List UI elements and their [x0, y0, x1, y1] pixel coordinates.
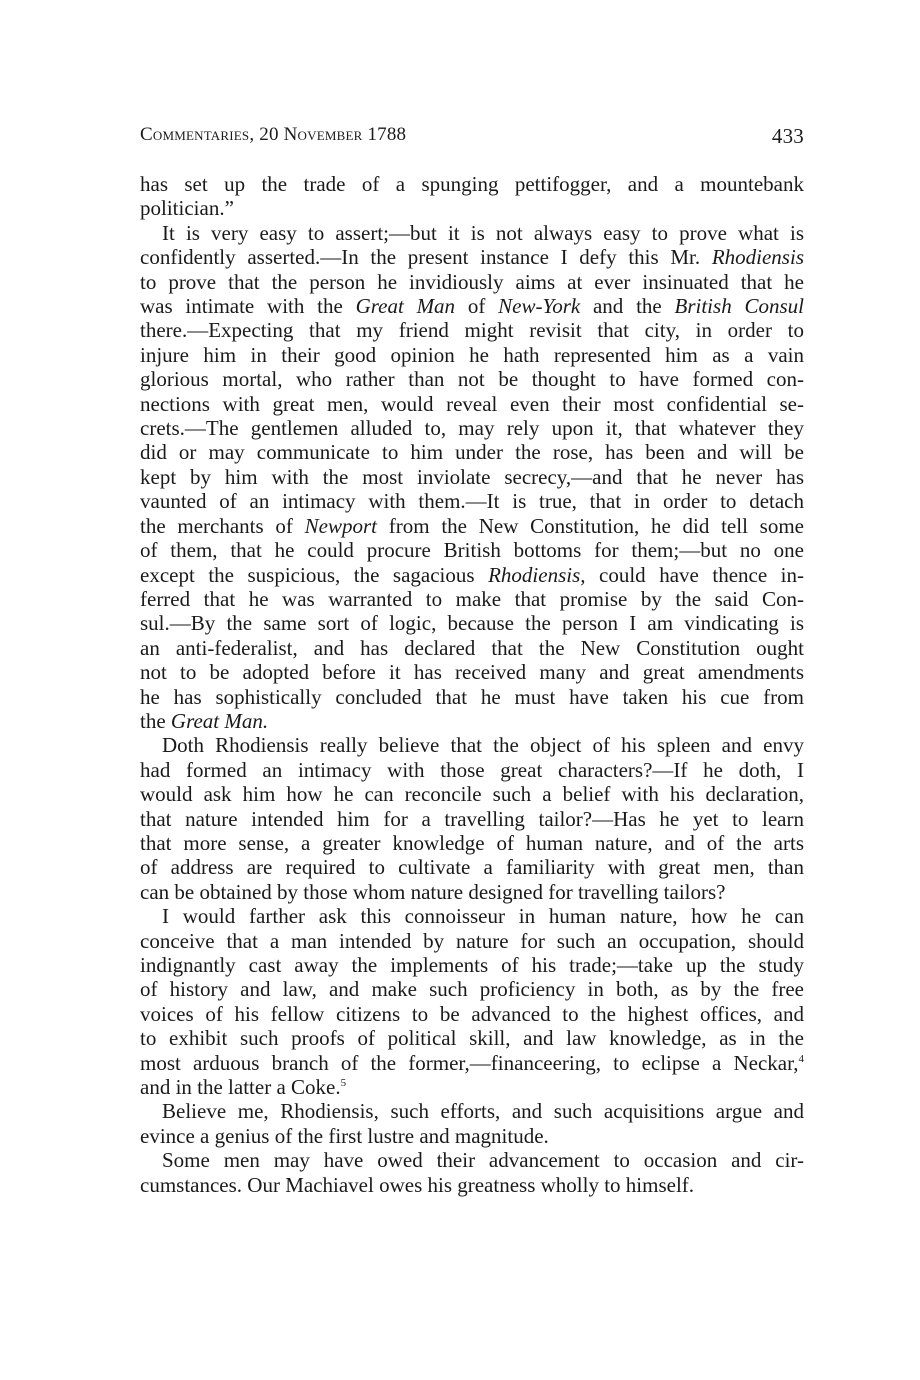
paragraph-1: [140, 172, 804, 221]
text-run: and in the latter a Coke.: [140, 1075, 341, 1100]
text-line: It is very easy to assert;—but it is not always easy to prove what is: [162, 220, 804, 245]
text-run: the merchants of: [140, 513, 305, 538]
text-line: an anti-federalist, and has declared that the New Constitution ought: [140, 635, 804, 660]
text-line: conceive that a man intended by nature for such an occupation, should: [140, 928, 804, 953]
italic-name: Great Man.: [170, 708, 269, 733]
text-line: [140, 1051, 804, 1075]
paragraph-3: [140, 733, 804, 904]
text-line: indignantly cast away the implements of his trade;—take up the study: [140, 953, 804, 977]
paragraph-5: [140, 1099, 804, 1148]
footnote-ref[interactable]: 5: [340, 1077, 347, 1090]
text-line: would ask him how he can reconcile such a belief with his declaration,: [140, 782, 804, 807]
text-line: I would farther ask this connoisseur in human nature, how he can: [162, 904, 804, 929]
text-line: that more sense, a greater knowledge of human nature, and of the arts: [140, 830, 804, 855]
page-number: 433: [771, 124, 804, 148]
text-run: and the: [580, 294, 675, 319]
text-line: cumstances. Our Machiavel owes his greatness wholly to himself.: [140, 1172, 695, 1197]
text-line: he has sophistically concluded that he must have taken his cue from: [140, 684, 804, 709]
text-run: of: [455, 294, 499, 319]
text-run: most arduous branch of the former,—financeering, to eclipse a Neckar,: [140, 1050, 799, 1075]
text-line: [140, 245, 804, 269]
text-line: has set up the trade of a spunging pettifogger, and a mountebank: [140, 172, 804, 196]
body-text: [140, 172, 804, 1197]
italic-name: Newport: [304, 513, 378, 538]
running-header: [140, 118, 804, 152]
text-line: crets.—The gentlemen alluded to, may rely upon it, that whatever they: [140, 416, 804, 441]
text-line: ferred that he was warranted to make that promise by the said Con-: [140, 586, 804, 611]
text-run: could have thence in-: [585, 562, 804, 587]
text-line: of them, that he could procure British bottoms for them;—but no one: [140, 538, 804, 563]
text-line: evince a genius of the first lustre and magnitude.: [140, 1123, 549, 1148]
text-run: the: [140, 708, 171, 733]
text-run: except the suspicious, the sagacious: [140, 562, 489, 587]
paragraph-6: [140, 1148, 804, 1197]
text-line: can be obtained by those whom nature designed for travelling tailors?: [140, 879, 726, 904]
text-line: [140, 1075, 804, 1099]
text-line: vaunted of an intimacy with them.—It is true, that in order to detach: [140, 489, 804, 514]
text-line: had formed an intimacy with those great characters?—If he doth, I: [140, 757, 804, 782]
document-page: [140, 118, 804, 1197]
text-line: of address are required to cultivate a familiarity with great men, than: [140, 855, 804, 880]
text-line: sul.—By the same sort of logic, because the person I am vindicating is: [140, 611, 804, 636]
text-run: from the New Constitution, he did tell some: [377, 513, 804, 538]
text-line: glorious mortal, who rather than not be thought to have formed con-: [140, 367, 804, 392]
text-line: Believe me, Rhodiensis, such efforts, and such acquisitions argue and: [162, 1099, 804, 1124]
text-line: [140, 709, 804, 733]
running-title-text: Commentaries, 20 November 1788: [140, 124, 407, 145]
text-line: there.—Expecting that my friend might revisit that city, in order to: [140, 318, 804, 343]
text-line: [140, 563, 804, 587]
text-line: politician.”: [140, 196, 234, 221]
text-line: Doth Rhodiensis really believe that the object of his spleen and envy: [162, 733, 804, 758]
text-line: not to be adopted before it has received many and great amendments: [140, 660, 804, 685]
text-line: to exhibit such proofs of political skill, and law knowledge, as in the: [140, 1026, 804, 1051]
italic-name: British Consul: [674, 294, 804, 319]
text-line: injure him in their good opinion he hath represented him as a vain: [140, 342, 804, 367]
paragraph-4: [140, 904, 804, 1099]
italic-name: Rhodiensis,: [488, 562, 586, 587]
text-line: voices of his fellow citizens to be advanced to the highest offices, and: [140, 1001, 804, 1026]
text-line: [140, 294, 804, 318]
italic-name: Great Man: [355, 294, 456, 319]
italic-name: New-York: [498, 294, 581, 319]
text-run: was intimate with the: [140, 294, 356, 319]
text-line: [140, 514, 804, 538]
paragraph-2: [140, 221, 804, 734]
text-line: nections with great men, would reveal even their most confidential se-: [140, 391, 804, 416]
footnote-ref[interactable]: 4: [798, 1052, 804, 1065]
text-line: did or may communicate to him under the rose, has been and will be: [140, 440, 804, 465]
italic-name: Rhodiensis: [711, 245, 804, 270]
text-line: kept by him with the most inviolate secrecy,—and that he never has: [140, 464, 804, 489]
text-line: that nature intended him for a travelling tailor?—Has he yet to learn: [140, 806, 804, 831]
text-line: of history and law, and make such proficiency in both, as by the free: [140, 977, 804, 1002]
text-line: to prove that the person he invidiously aims at ever insinuated that he: [140, 269, 804, 294]
running-title: [140, 124, 406, 146]
text-line: Some men may have owed their advancement to occasion and cir-: [162, 1148, 804, 1173]
text-run: confidently asserted.—In the present instance I defy this Mr.: [140, 245, 712, 270]
